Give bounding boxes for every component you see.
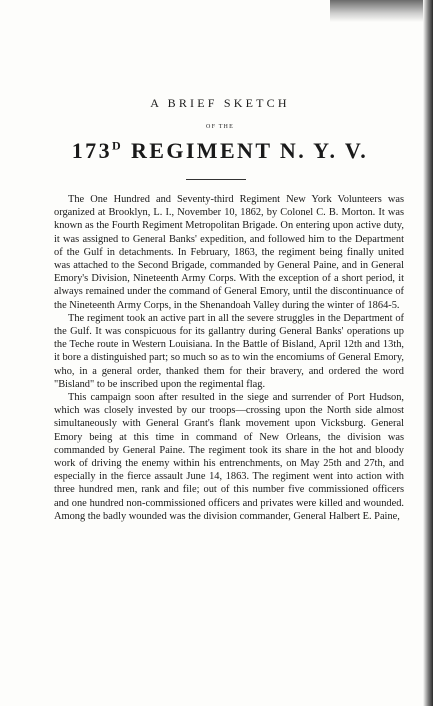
title-line-1: A BRIEF SKETCH [150,96,290,110]
paragraph: The One Hundred and Seventy-third Regiment New York Volunteers was organized at Brooklyn, L. I., November 10, 1862, by Colonel C. B. Morton. It was known as the Fourth Regiment Metropolitan Brigade. On entering upon active duty, it was assigned to General Banks' expedition, and followed him to the Department of the Gulf in detachments. In February, 1863, the regiment being finally united was attached to the Second Brigade, commanded by General Paine, and in General Emory's Division, Nineteenth Army Corps. With the exception of a short period, it always remained under the command of General Emory, until the discontinuance of the Nineteenth Army Corps, in the Shenandoah Valley during the winter of 1864-5. [54,194,404,311]
paragraph: This campaign soon after resulted in the siege and surrender of Port Hudson, which was closely invested by our troops—crossing upon the North side almost simultaneously with General Grant's flank movement upon Vicksburg. General Emory being at this time in command of New Orleans, the division was commanded by General Paine. The regiment took its share in the hot and bloody work of driving the enemy within his entrenchments, on May 25th and 27th, and especially in the fierce assault June 14, 1863. The regiment went into action with three hundred men, rank and file; out of this number five commissioned officers and one hundred non-commissioned officers and privates were killed and wounded. Among the badly wounded was the division commander, General Halbert E. Paine, [54,392,404,522]
title-line-3 [40,138,400,164]
regiment-number-suffix: D [111,138,124,153]
scan-edge-right [423,0,433,706]
body-text [54,193,404,523]
title-line-2: OF THE [206,124,234,130]
scan-shadow-top [330,0,433,22]
paragraph: The regiment took an active part in all the severe struggles in the Department of the Gulf. It was conspicuous for its gallantry during General Banks' operations up the Teche route in Western Louisiana. In the Battle of Bisland, April 12th and 13th, it bore a distinguished part; so much so as to win the encomiums of General Emory, who, in a general order, thanked them for their bravery, and ordered the word "Bisland" to be inscribed upon the regimental flag. [54,312,404,390]
regiment-number: 173 [71,138,112,163]
regiment-title: REGIMENT N. Y. V. [123,138,369,163]
title-divider [186,179,246,180]
